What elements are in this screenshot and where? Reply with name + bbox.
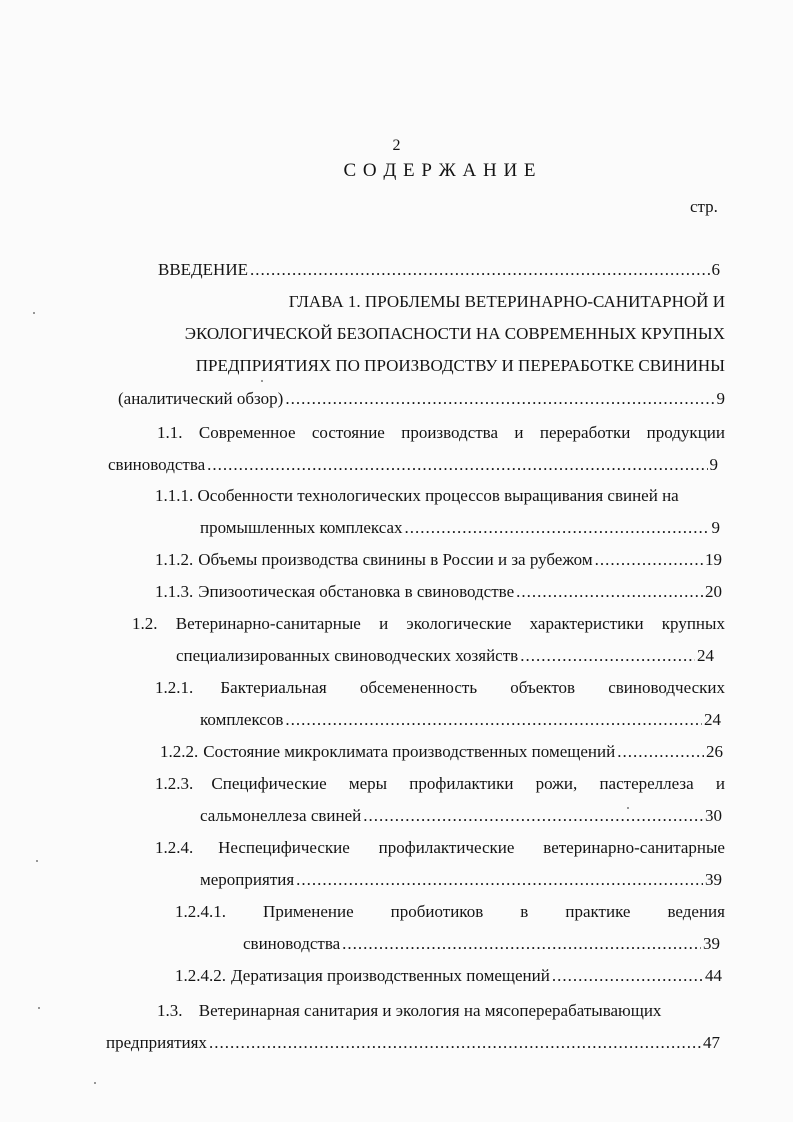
toc-chapter-line-3: ПРЕДПРИЯТИЯХ ПО ПРОИЗВОДСТВУ И ПЕРЕРАБОТКЕ СВИНИНЫ xyxy=(195,356,725,375)
word: рожи, xyxy=(535,774,578,793)
toc-chapter-line-2: ЭКОЛОГИЧЕСКОЙ БЕЗОПАСНОСТИ НА СОВРЕМЕННЫХ КРУПНЫХ xyxy=(184,324,725,343)
toc-page-number: 44 xyxy=(705,966,722,985)
toc-page-number: 19 xyxy=(705,550,722,569)
word: пробиотиков xyxy=(390,902,484,921)
word: ветеринарно-санитарные xyxy=(543,838,725,857)
toc-entry-title: Эпизоотическая обстановка в свиноводстве xyxy=(198,582,515,601)
scan-speck xyxy=(627,807,629,809)
dot-leader xyxy=(209,1032,701,1054)
toc-entry-title: свиноводства xyxy=(243,934,341,953)
toc-entry-1-2-4-2[interactable] xyxy=(175,965,722,987)
toc-entry-1-1-2[interactable] xyxy=(155,549,722,571)
toc-entry-title: предприятиях xyxy=(106,1033,207,1052)
toc-entry-1-2-3[interactable] xyxy=(200,805,722,827)
word: экологические xyxy=(406,614,512,633)
toc-section-number: 1.2.4.1. xyxy=(175,902,226,921)
toc-page-number: 24 xyxy=(697,646,714,665)
word: крупных xyxy=(661,614,725,633)
word: и xyxy=(514,423,524,442)
toc-entry-chapter-1[interactable] xyxy=(118,388,725,410)
dot-leader xyxy=(516,581,703,603)
word: обсемененность xyxy=(359,678,478,697)
toc-entry-1-1-1[interactable] xyxy=(200,517,720,539)
word: Применение xyxy=(263,902,354,921)
toc-entry-1-2-4-line-1 xyxy=(155,837,725,859)
toc-entry-1-2-4[interactable] xyxy=(200,869,722,891)
toc-page-number: 6 xyxy=(711,260,720,279)
toc-entry-1-1-3[interactable] xyxy=(155,581,722,603)
dot-leader xyxy=(342,933,701,955)
toc-page-number: 39 xyxy=(703,934,720,953)
word: профилактики xyxy=(409,774,514,793)
toc-entry-1-1[interactable] xyxy=(108,454,718,476)
word: пастереллеза xyxy=(599,774,694,793)
toc-page-number: 39 xyxy=(705,870,722,889)
dot-leader xyxy=(285,388,714,410)
word: Специфические xyxy=(211,774,327,793)
word: и xyxy=(715,774,725,793)
toc-entry-1-2-line-1 xyxy=(132,613,725,635)
scan-speck xyxy=(38,1007,40,1009)
toc-section-number: 1.2.3. xyxy=(155,774,194,793)
toc-entry-title: Дератизация производственных помещений xyxy=(231,966,550,985)
word: переработки xyxy=(539,423,631,442)
toc-entry-1-2[interactable] xyxy=(176,645,714,667)
dot-leader xyxy=(285,709,702,731)
dot-leader xyxy=(363,805,703,827)
toc-page-number: 47 xyxy=(703,1033,720,1052)
word: Неспецифические xyxy=(218,838,350,857)
toc-entry-title: Ветеринарная санитария и экология на мясоперерабатывающих xyxy=(198,1001,662,1020)
toc-page-number: 30 xyxy=(705,806,722,825)
toc-page-number: 9 xyxy=(711,518,720,537)
toc-entry-title: сальмонеллеза свиней xyxy=(200,806,362,825)
toc-entry-title: специализированных свиноводческих хозяйств xyxy=(176,646,519,665)
toc-entry-1-2-4-1-line-1 xyxy=(175,901,725,923)
word: и xyxy=(379,614,389,633)
dot-leader xyxy=(405,517,710,539)
toc-page-number: 24 xyxy=(704,710,721,729)
page-number: 2 xyxy=(392,137,401,154)
dot-leader xyxy=(250,259,710,281)
dot-leader xyxy=(617,741,704,763)
toc-section-number: 1.2.1. xyxy=(155,678,194,697)
toc-entry-title: комплексов xyxy=(200,710,284,729)
word: в xyxy=(520,902,529,921)
word: Современное xyxy=(198,423,296,442)
scan-speck xyxy=(261,380,263,382)
word: Бактериальная xyxy=(220,678,327,697)
scan-speck xyxy=(94,1082,96,1084)
word: свиноводческих xyxy=(608,678,725,697)
word: профилактические xyxy=(378,838,515,857)
toc-entry-1-2-2[interactable] xyxy=(160,741,723,763)
toc-section-number: 1.1. xyxy=(157,423,183,442)
toc-entry-title: Объемы производства свинины в России и за рубежом xyxy=(198,550,593,569)
toc-entry-1-1-1-line-1 xyxy=(155,485,679,507)
toc-page-number: 20 xyxy=(705,582,722,601)
toc-entry-1-2-1-line-1 xyxy=(155,677,725,699)
page-column-label: стр. xyxy=(690,197,718,216)
toc-entry-title: (аналитический обзор) xyxy=(118,389,284,408)
word: ведения xyxy=(667,902,725,921)
toc-section-number: 1.2.2. xyxy=(160,742,199,761)
toc-entry-1-2-3-line-1 xyxy=(155,773,725,795)
toc-chapter-line-1: ГЛАВА 1. ПРОБЛЕМЫ ВЕТЕРИНАРНО-САНИТАРНОЙ И xyxy=(288,292,725,311)
dot-leader xyxy=(552,965,703,987)
scan-speck xyxy=(33,312,35,314)
word: практике xyxy=(565,902,631,921)
toc-entry-title: мероприятия xyxy=(200,870,295,889)
page-title: С О Д Е Р Ж А Н И Е xyxy=(343,160,537,181)
toc-entry-1-2-4-1[interactable] xyxy=(243,933,720,955)
toc-entry-title: свиноводства xyxy=(108,455,206,474)
toc-entry-title: промышленных комплексах xyxy=(200,518,403,537)
word: характеристики xyxy=(529,614,644,633)
toc-entry-1-2-1[interactable] xyxy=(200,709,721,731)
word: меры xyxy=(348,774,388,793)
word: Ветеринарно-санитарные xyxy=(175,614,361,633)
toc-entry-title: Особенности технологических процессов выращивания свиней на xyxy=(197,486,679,505)
word: производства xyxy=(401,423,499,442)
toc-section-number: 1.3. xyxy=(157,1001,183,1020)
word: состояние xyxy=(311,423,385,442)
toc-entry-title: ВВЕДЕНИЕ xyxy=(158,260,248,279)
dot-leader xyxy=(296,869,703,891)
word: продукции xyxy=(646,423,725,442)
toc-entry-1-1-line-1 xyxy=(157,422,725,444)
toc-entry-intro[interactable] xyxy=(158,259,720,281)
scan-speck xyxy=(36,860,38,862)
dot-leader xyxy=(520,645,695,667)
toc-section-number: 1.1.2. xyxy=(155,550,194,569)
toc-entry-1-3[interactable] xyxy=(106,1032,720,1054)
toc-section-number: 1.1.3. xyxy=(155,582,194,601)
dot-leader xyxy=(207,454,707,476)
dot-leader xyxy=(595,549,703,571)
toc-section-number: 1.2.4. xyxy=(155,838,194,857)
toc-page-number: 9 xyxy=(716,389,725,408)
toc-section-number: 1.1.1. xyxy=(155,486,194,505)
toc-section-number: 1.2. xyxy=(132,614,158,633)
toc-section-number: 1.2.4.2. xyxy=(175,966,226,985)
toc-entry-title: Состояние микроклимата производственных помещений xyxy=(203,742,616,761)
word: объектов xyxy=(510,678,576,697)
toc-page-number: 26 xyxy=(706,742,723,761)
toc-page-number: 9 xyxy=(709,455,718,474)
toc-entry-1-3-line-1 xyxy=(157,1000,661,1022)
